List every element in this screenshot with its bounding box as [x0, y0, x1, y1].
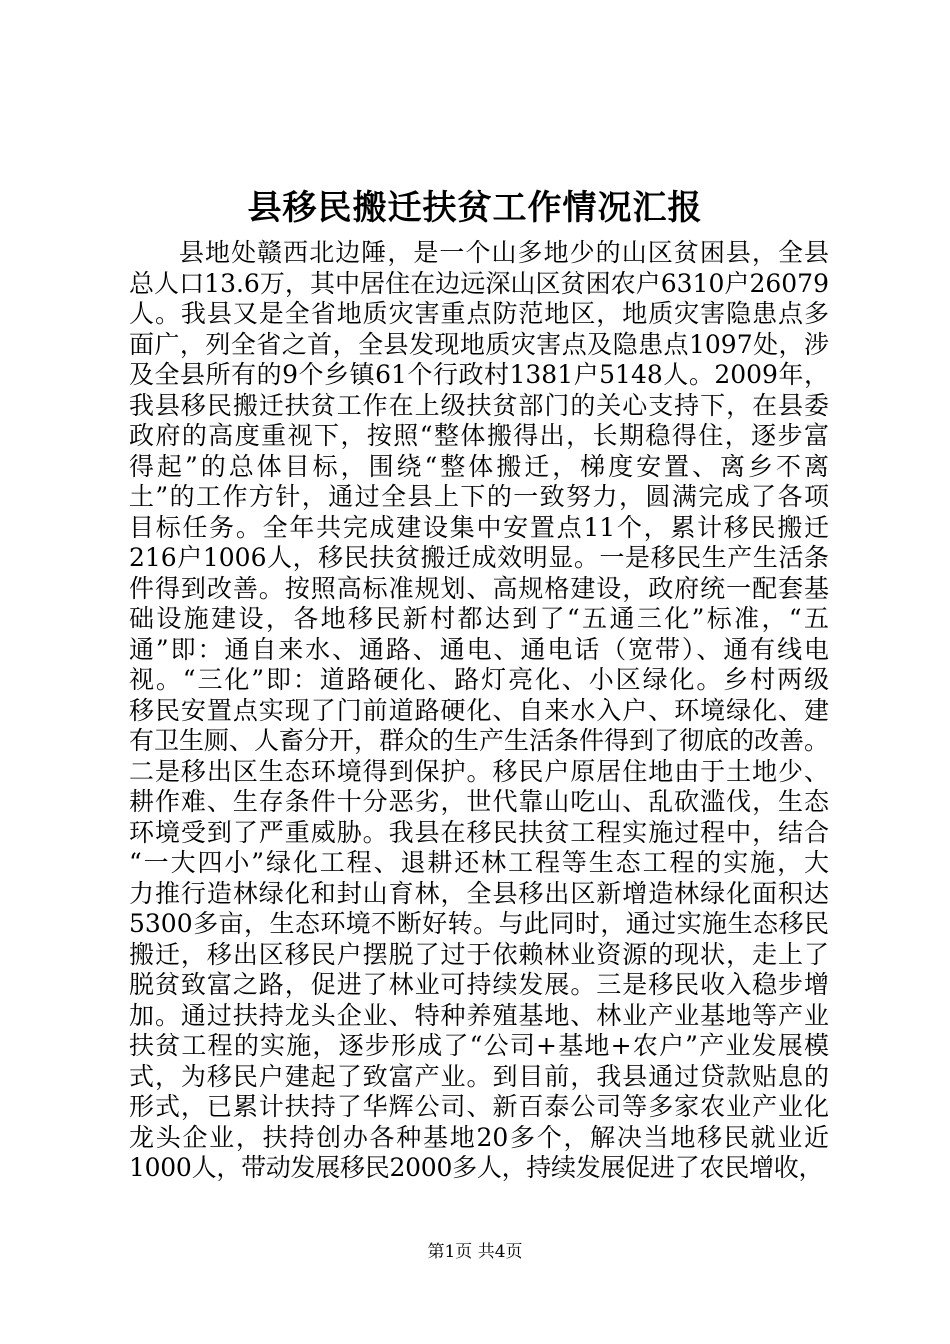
text-line: 件得到改善。按照高标准规划、高规格建设，政府统一配套基 — [129, 573, 829, 603]
text-line: 扶贫工程的实施，逐步形成了“公司+基地+农户”产业发展模 — [129, 1031, 829, 1060]
text-line: 得起”的总体目标，围绕“整体搬迁，梯度安置、离乡不离 — [129, 451, 829, 481]
text-line: 目标任务。全年共完成建设集中安置点11个，累计移民搬迁 — [129, 512, 829, 542]
text-line: 式，为移民户建起了致富产业。到目前，我县通过贷款贴息的 — [129, 1061, 829, 1091]
text-line: 移民安置点实现了门前道路硬化、自来水入户、环境绿化、建 — [129, 695, 829, 725]
text-line: 土”的工作方针，通过全县上下的一致努力，圆满完成了各项 — [129, 482, 829, 511]
text-line: 1000人，带动发展移民2000多人，持续发展促进了农民增收， — [129, 1153, 824, 1182]
text-line: 216户1006人，移民扶贫搬迁成效明显。一是移民生产生活条 — [129, 543, 829, 572]
text-line: 龙头企业，扶持创办各种基地20多个，解决当地移民就业近 — [129, 1122, 829, 1152]
text-line: 脱贫致富之路，促进了林业可持续发展。三是移民收入稳步增 — [129, 970, 829, 999]
text-line: 通”即：通自来水、通路、通电、通电话（宽带）、通有线电 — [129, 634, 829, 664]
text-line: 5300多亩，生态环境不断好转。与此同时，通过实施生态移民 — [129, 909, 829, 938]
text-line: 政府的高度重视下，按照“整体搬得出，长期稳得住，逐步富 — [129, 421, 829, 450]
text-line: “一大四小”绿化工程、退耕还林工程等生态工程的实施，大 — [129, 848, 829, 877]
text-line: 视。“三化”即：道路硬化、路灯亮化、小区绿化。乡村两级 — [129, 665, 829, 694]
text-line: 面广，列全省之首，全县发现地质灾害点及隐患点1097处，涉 — [129, 329, 829, 359]
text-line: 总人口13.6万，其中居住在边远深山区贫困农户6310户26079 — [129, 268, 829, 298]
text-line: 环境受到了严重威胁。我县在移民扶贫工程实施过程中，结合 — [129, 817, 829, 847]
text-line: 有卫生厕、人畜分开，群众的生产生活条件得到了彻底的改善。 — [129, 726, 830, 755]
text-line: 础设施建设，各地移民新村都达到了“五通三化”标准，“五 — [129, 604, 829, 633]
body-paragraph — [129, 238, 829, 1184]
text-line: 力推行造林绿化和封山育林，全县移出区新增造林绿化面积达 — [129, 878, 829, 908]
text-line: 我县移民搬迁扶贫工作在上级扶贫部门的关心支持下，在县委 — [129, 390, 829, 420]
document-title: 县移民搬迁扶贫工作情况汇报 — [247, 188, 703, 228]
text-line: 加。通过扶持龙头企业、特种养殖基地、林业产业基地等产业 — [129, 1000, 829, 1030]
text-line: 县地处赣西北边陲，是一个山多地少的山区贫困县，全县 — [179, 238, 829, 267]
text-line: 人。我县又是全省地质灾害重点防范地区，地质灾害隐患点多 — [129, 299, 829, 328]
page-footer: 第1页 共4页 — [427, 1242, 523, 1262]
text-line: 搬迁，移出区移民户摆脱了过于依赖林业资源的现状，走上了 — [129, 939, 829, 969]
text-line: 二是移出区生态环境得到保护。移民户原居住地由于土地少、 — [129, 756, 829, 786]
text-line: 形式，已累计扶持了华辉公司、新百泰公司等多家农业产业化 — [129, 1092, 829, 1121]
text-line: 耕作难、生存条件十分恶劣，世代靠山吃山、乱砍滥伐，生态 — [129, 787, 829, 816]
text-line: 及全县所有的9个乡镇61个行政村1381户5148人。2009年， — [129, 360, 829, 389]
